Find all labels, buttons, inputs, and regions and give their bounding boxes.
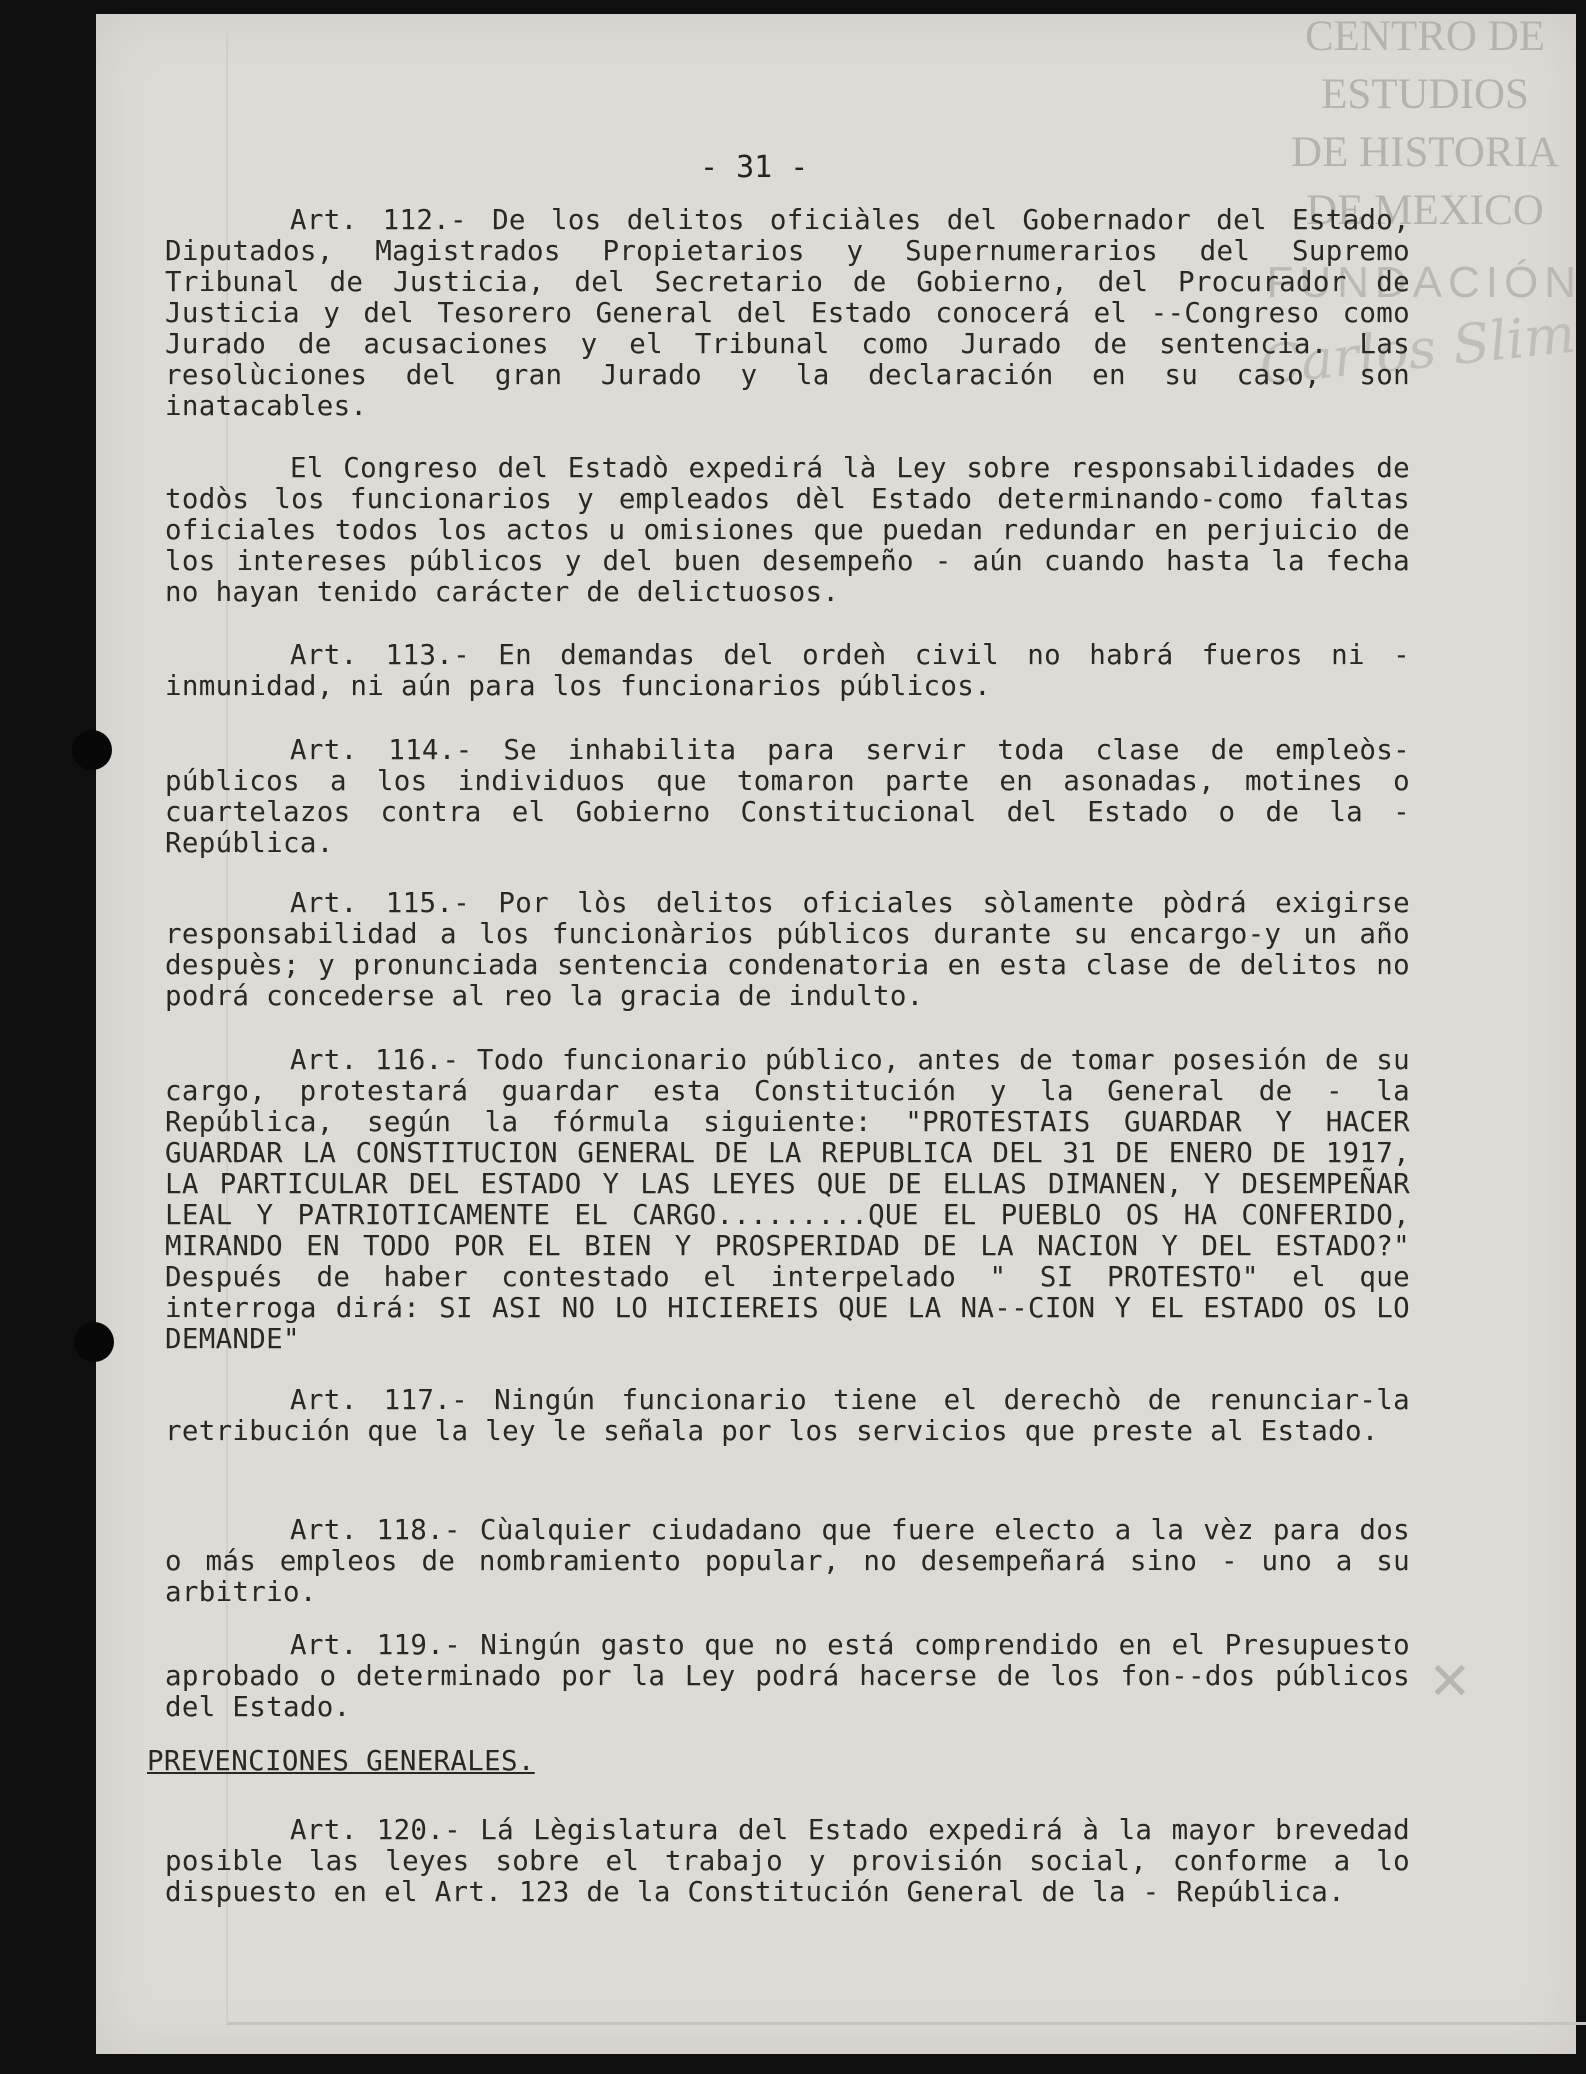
punch-hole-lower xyxy=(74,1322,114,1362)
article-text: Ningún gasto que no está comprendido en el Presupuesto aprobado o determinado por la Ley podrá hacerse de los fon--dos públicos del Estado. xyxy=(165,1629,1410,1723)
article-text: De los delitos oficiàles del Gobernador del Estado, Diputados, Magistrados Propietarios y Supernumerarios del Supremo Tribunal de Justicia, del Secretario de Gobierno, del Procurador de Justicia y del Tesorero General del Estado conocerá el --Congreso como Jurado de acusaciones y el Tribunal como Jurado de sentencia. Las resolùciones del gran Jurado y la declaración en su caso, son inatacables. xyxy=(165,204,1410,422)
article-117 xyxy=(165,1385,1410,1447)
article-text: Ningún funcionario tiene el derechò de renunciar-la retribución que la ley le señala por los servicios que preste al Estado. xyxy=(165,1384,1410,1447)
punch-hole-upper xyxy=(72,730,112,770)
watermark-signature: Carlos Slim xyxy=(1256,301,1579,398)
article-label: Art. 116.- xyxy=(290,1044,460,1076)
article-112 xyxy=(165,205,1410,422)
page-number: - 31 - xyxy=(700,150,809,185)
article-text: Todo funcionario público, antes de tomar posesión de su cargo, protestará guardar esta Constitución y la General de - la República, según la fórmula siguiente: "PROTESTAIS GUARDAR Y HACER GUARDAR LA CONSTITUCION GENERAL DE LA REPUBLICA DEL 31 DE ENERO DE 1917, LA PARTICULAR DEL ESTADO Y LAS LEYES QUE DE ELLAS DIMANEN, Y DESEMPEÑAR LEAL Y PATRIOTICAMENTE EL CARGO.........QUE EL PUEBLO OS HA CONFERIDO, MIRANDO EN TODO POR EL BIEN Y PROSPERIDAD DE LA NACION Y DEL ESTADO?" Después de haber contestado el interpelado " SI PROTESTO" el que interroga dirá: SI ASI NO LO HICIEREIS QUE LA NA--CION Y EL ESTADO OS LO DEMANDE" xyxy=(165,1044,1410,1355)
article-118 xyxy=(165,1515,1410,1608)
article-120 xyxy=(165,1815,1410,1908)
article-label: Art. 119.- xyxy=(290,1629,461,1661)
watermark-line-4: DE MEXICO xyxy=(1306,187,1544,234)
article-114 xyxy=(165,735,1410,859)
article-label: Art. 115.- xyxy=(290,887,471,919)
article-label: Art. 112.- xyxy=(290,204,467,236)
article-label: Art. 114.- xyxy=(290,734,473,766)
watermark-line-1: CENTRO DE xyxy=(1304,13,1546,60)
watermark-line-2: ESTUDIOS xyxy=(1321,71,1529,118)
section-heading: PREVENCIONES GENERALES. xyxy=(147,1745,535,1777)
article-119 xyxy=(165,1630,1410,1723)
margin-cross-mark: ✕ xyxy=(1428,1652,1472,1712)
article-text: Lá Lègislatura del Estado expedirá à la mayor brevedad posible las leyes sobre el trabajo y provisión social, conforme a lo dispuesto en el Art. 123 de la Constitución General de la - República. xyxy=(165,1814,1410,1908)
article-text: Cùalquier ciudadano que fuere electo a la vèz para dos o más empleos de nombramiento popular, no desempeñará sino - uno a su arbitrio. xyxy=(165,1514,1410,1608)
article-115 xyxy=(165,888,1410,1012)
watermark-line-3: DE HISTORIA xyxy=(1291,129,1559,176)
article-label: Art. 113.- xyxy=(290,639,470,671)
article-label: Art. 118.- xyxy=(290,1514,461,1546)
article-112-paragraph-2 xyxy=(165,453,1410,608)
article-label: Art. 117.- xyxy=(290,1384,468,1416)
article-116 xyxy=(165,1045,1410,1355)
article-label: Art. 120.- xyxy=(290,1814,461,1846)
article-text: Se inhabilita para servir toda clase de empleòs-públicos a los individuos que tomaron parte en asonadas, motines o cuartelazos contra el Gobierno Constitucional del Estado o de la - República. xyxy=(165,734,1410,859)
article-113 xyxy=(165,640,1410,702)
watermark-fundacion: FUNDACIÓN xyxy=(1266,258,1582,307)
article-text: En demandas del ordeǹ civil no habrá fueros ni - inmunidad, ni aún para los funcionarios públicos. xyxy=(165,639,1410,702)
article-text: El Congreso del Estadò expedirá là Ley sobre responsabilidades de todòs los funcionarios y empleados dèl Estado determinando-como faltas oficiales todos los actos u omisiones que puedan redundar en perjuicio de los intereses públicos y del buen desempeño - aún cuando hasta la fecha no hayan tenido carácter de delictuosos. xyxy=(165,452,1410,608)
article-text: Por lòs delitos oficiales sòlamente pòdrá exigirse responsabilidad a los funcionàrios públicos durante su encargo-y un año despuès; y pronunciada sentencia condenatoria en esta clase de delitos no podrá concederse al reo la gracia de indulto. xyxy=(165,887,1410,1012)
